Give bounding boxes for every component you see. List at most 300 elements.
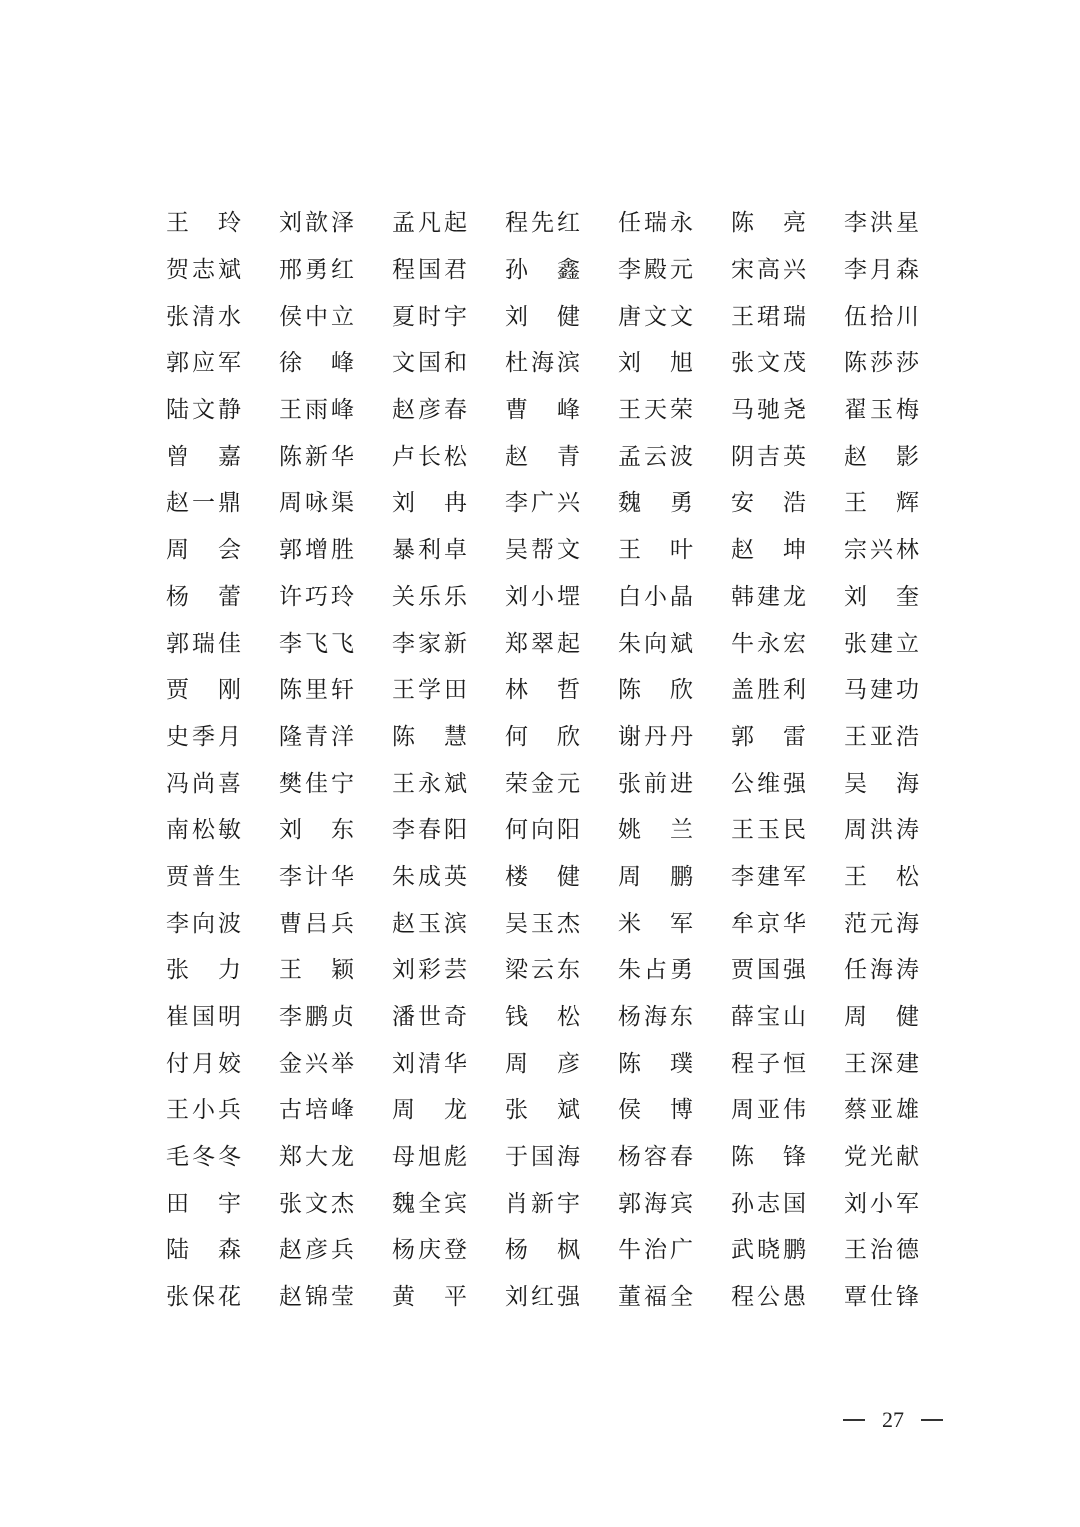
name-cell bbox=[844, 527, 957, 574]
person-name: 何向阳 bbox=[505, 817, 580, 844]
name-cell bbox=[505, 1180, 618, 1227]
name-cell bbox=[844, 994, 957, 1041]
name-cell bbox=[166, 200, 279, 247]
name-cell bbox=[731, 1274, 844, 1321]
person-name: 林 哲 bbox=[505, 677, 580, 704]
name-cell bbox=[166, 1180, 279, 1227]
name-cell bbox=[844, 1227, 957, 1274]
name-cell bbox=[618, 760, 731, 807]
right-dash bbox=[921, 1419, 943, 1421]
name-cell bbox=[731, 714, 844, 761]
name-row bbox=[166, 807, 926, 854]
person-name: 崔国明 bbox=[166, 1004, 241, 1031]
person-name: 董福全 bbox=[618, 1284, 693, 1311]
person-name: 赵 青 bbox=[505, 443, 580, 470]
name-cell bbox=[731, 1134, 844, 1181]
person-name: 牟京华 bbox=[731, 910, 806, 937]
name-cell bbox=[392, 200, 505, 247]
person-name: 刘 奎 bbox=[844, 583, 919, 610]
person-name: 陈新华 bbox=[279, 443, 354, 470]
name-cell bbox=[731, 200, 844, 247]
person-name: 曹吕兵 bbox=[279, 910, 354, 937]
person-name: 李广兴 bbox=[505, 490, 580, 517]
name-cell bbox=[505, 760, 618, 807]
name-cell bbox=[166, 620, 279, 667]
name-row bbox=[166, 387, 926, 434]
person-name: 赵彦兵 bbox=[279, 1237, 354, 1264]
person-name: 薛宝山 bbox=[731, 1004, 806, 1031]
person-name: 姚 兰 bbox=[618, 817, 693, 844]
name-cell bbox=[392, 900, 505, 947]
name-cell bbox=[618, 200, 731, 247]
name-cell bbox=[166, 994, 279, 1041]
name-cell bbox=[392, 340, 505, 387]
name-cell bbox=[392, 667, 505, 714]
person-name: 荣金元 bbox=[505, 770, 580, 797]
person-name: 李洪星 bbox=[844, 210, 919, 237]
person-name: 孙 鑫 bbox=[505, 257, 580, 284]
person-name: 刘 旭 bbox=[618, 350, 693, 377]
name-cell bbox=[279, 1040, 392, 1087]
name-cell bbox=[844, 807, 957, 854]
person-name: 何 欣 bbox=[505, 723, 580, 750]
name-cell bbox=[392, 760, 505, 807]
name-cell bbox=[618, 807, 731, 854]
name-cell bbox=[279, 947, 392, 994]
person-name: 夏时宇 bbox=[392, 303, 467, 330]
name-cell bbox=[731, 807, 844, 854]
name-cell bbox=[618, 527, 731, 574]
person-name: 卢长松 bbox=[392, 443, 467, 470]
name-cell bbox=[844, 714, 957, 761]
name-row bbox=[166, 1180, 926, 1227]
name-cell bbox=[618, 994, 731, 1041]
person-name: 赵 影 bbox=[844, 443, 919, 470]
person-name: 程子恒 bbox=[731, 1050, 806, 1077]
name-cell bbox=[731, 574, 844, 621]
name-cell bbox=[166, 760, 279, 807]
person-name: 邢勇红 bbox=[279, 257, 354, 284]
person-name: 程国君 bbox=[392, 257, 467, 284]
person-name: 韩建龙 bbox=[731, 583, 806, 610]
name-cell bbox=[279, 714, 392, 761]
name-row bbox=[166, 293, 926, 340]
name-cell bbox=[279, 247, 392, 294]
name-cell bbox=[618, 574, 731, 621]
person-name: 樊佳宁 bbox=[279, 770, 354, 797]
name-cell bbox=[618, 947, 731, 994]
name-row bbox=[166, 994, 926, 1041]
person-name: 谢丹丹 bbox=[618, 723, 693, 750]
person-name: 马建功 bbox=[844, 677, 919, 704]
person-name: 刘 东 bbox=[279, 817, 354, 844]
person-name: 王玉民 bbox=[731, 817, 806, 844]
person-name: 陈 璞 bbox=[618, 1050, 693, 1077]
person-name: 张文杰 bbox=[279, 1190, 354, 1217]
name-cell bbox=[618, 340, 731, 387]
name-row bbox=[166, 620, 926, 667]
person-name: 安 浩 bbox=[731, 490, 806, 517]
person-name: 李家新 bbox=[392, 630, 467, 657]
person-name: 母旭彪 bbox=[392, 1144, 467, 1171]
person-name: 郭 雷 bbox=[731, 723, 806, 750]
person-name: 范元海 bbox=[844, 910, 919, 937]
person-name: 张建立 bbox=[844, 630, 919, 657]
name-cell bbox=[505, 1274, 618, 1321]
person-name: 李建军 bbox=[731, 863, 806, 890]
person-name: 赵锦莹 bbox=[279, 1284, 354, 1311]
name-cell bbox=[505, 480, 618, 527]
person-name: 田 宇 bbox=[166, 1190, 241, 1217]
person-name: 陈 欣 bbox=[618, 677, 693, 704]
name-cell bbox=[844, 247, 957, 294]
name-row bbox=[166, 574, 926, 621]
name-cell bbox=[279, 1087, 392, 1134]
name-cell bbox=[844, 1087, 957, 1134]
name-cell bbox=[618, 620, 731, 667]
name-row bbox=[166, 200, 926, 247]
person-name: 郭应军 bbox=[166, 350, 241, 377]
person-name: 张文茂 bbox=[731, 350, 806, 377]
name-cell bbox=[618, 387, 731, 434]
person-name: 孟云波 bbox=[618, 443, 693, 470]
person-name: 李月森 bbox=[844, 257, 919, 284]
person-name: 潘世奇 bbox=[392, 1004, 467, 1031]
name-cell bbox=[731, 667, 844, 714]
name-cell bbox=[844, 340, 957, 387]
name-cell bbox=[618, 1180, 731, 1227]
name-cell bbox=[392, 1180, 505, 1227]
person-name: 盖胜利 bbox=[731, 677, 806, 704]
person-name: 周咏渠 bbox=[279, 490, 354, 517]
person-name: 古培峰 bbox=[279, 1097, 354, 1124]
person-name: 周 会 bbox=[166, 537, 241, 564]
person-name: 王天荣 bbox=[618, 397, 693, 424]
name-cell bbox=[166, 293, 279, 340]
name-cell bbox=[505, 293, 618, 340]
person-name: 宗兴林 bbox=[844, 537, 919, 564]
person-name: 刘歆泽 bbox=[279, 210, 354, 237]
name-cell bbox=[279, 667, 392, 714]
name-cell bbox=[166, 387, 279, 434]
left-dash bbox=[843, 1419, 865, 1421]
person-name: 杜海滨 bbox=[505, 350, 580, 377]
name-cell bbox=[279, 340, 392, 387]
name-cell bbox=[279, 574, 392, 621]
person-name: 周亚伟 bbox=[731, 1097, 806, 1124]
person-name: 刘小堽 bbox=[505, 583, 580, 610]
name-cell bbox=[166, 714, 279, 761]
name-cell bbox=[844, 480, 957, 527]
person-name: 李殿元 bbox=[618, 257, 693, 284]
name-cell bbox=[166, 1087, 279, 1134]
name-cell bbox=[505, 574, 618, 621]
name-cell bbox=[279, 900, 392, 947]
name-cell bbox=[392, 387, 505, 434]
name-row bbox=[166, 433, 926, 480]
name-cell bbox=[844, 1040, 957, 1087]
name-cell bbox=[279, 760, 392, 807]
person-name: 刘 冉 bbox=[392, 490, 467, 517]
person-name: 王雨峰 bbox=[279, 397, 354, 424]
person-name: 王 玲 bbox=[166, 210, 241, 237]
name-cell bbox=[731, 1180, 844, 1227]
person-name: 王小兵 bbox=[166, 1097, 241, 1124]
name-cell bbox=[505, 667, 618, 714]
name-row bbox=[166, 1274, 926, 1321]
name-row bbox=[166, 667, 926, 714]
person-name: 郑大龙 bbox=[279, 1144, 354, 1171]
name-cell bbox=[392, 1087, 505, 1134]
name-cell bbox=[618, 1134, 731, 1181]
person-name: 贺志斌 bbox=[166, 257, 241, 284]
person-name: 翟玉梅 bbox=[844, 397, 919, 424]
name-cell bbox=[505, 1227, 618, 1274]
name-cell bbox=[731, 900, 844, 947]
name-cell bbox=[392, 293, 505, 340]
name-row bbox=[166, 854, 926, 901]
name-cell bbox=[166, 247, 279, 294]
person-name: 贾普生 bbox=[166, 863, 241, 890]
name-cell bbox=[505, 620, 618, 667]
name-cell bbox=[166, 340, 279, 387]
person-name: 阴吉英 bbox=[731, 443, 806, 470]
name-cell bbox=[618, 854, 731, 901]
name-cell bbox=[844, 1134, 957, 1181]
name-cell bbox=[392, 1134, 505, 1181]
person-name: 王 叶 bbox=[618, 537, 693, 564]
name-row bbox=[166, 1227, 926, 1274]
name-cell bbox=[392, 527, 505, 574]
person-name: 曾 嘉 bbox=[166, 443, 241, 470]
person-name: 赵 坤 bbox=[731, 537, 806, 564]
name-cell bbox=[279, 1180, 392, 1227]
person-name: 武晓鹏 bbox=[731, 1237, 806, 1264]
name-cell bbox=[392, 854, 505, 901]
name-cell bbox=[505, 433, 618, 480]
name-cell bbox=[731, 340, 844, 387]
person-name: 张清水 bbox=[166, 303, 241, 330]
name-cell bbox=[731, 480, 844, 527]
name-cell bbox=[844, 854, 957, 901]
name-cell bbox=[618, 433, 731, 480]
person-name: 吴 海 bbox=[844, 770, 919, 797]
name-cell bbox=[731, 620, 844, 667]
person-name: 刘红强 bbox=[505, 1284, 580, 1311]
name-cell bbox=[618, 1087, 731, 1134]
name-cell bbox=[731, 293, 844, 340]
name-cell bbox=[844, 293, 957, 340]
person-name: 李春阳 bbox=[392, 817, 467, 844]
person-name: 刘 健 bbox=[505, 303, 580, 330]
name-cell bbox=[618, 900, 731, 947]
person-name: 程先红 bbox=[505, 210, 580, 237]
page-number: 27 bbox=[882, 1407, 904, 1432]
person-name: 魏全宾 bbox=[392, 1190, 467, 1217]
name-cell bbox=[392, 714, 505, 761]
person-name: 张 斌 bbox=[505, 1097, 580, 1124]
person-name: 楼 健 bbox=[505, 863, 580, 890]
name-cell bbox=[279, 293, 392, 340]
name-cell bbox=[505, 807, 618, 854]
person-name: 郭增胜 bbox=[279, 537, 354, 564]
person-name: 王学田 bbox=[392, 677, 467, 704]
name-cell bbox=[392, 574, 505, 621]
person-name: 赵一鼎 bbox=[166, 490, 241, 517]
name-cell bbox=[731, 433, 844, 480]
person-name: 侯中立 bbox=[279, 303, 354, 330]
name-cell bbox=[392, 247, 505, 294]
name-cell bbox=[731, 854, 844, 901]
name-cell bbox=[505, 1087, 618, 1134]
person-name: 金兴举 bbox=[279, 1050, 354, 1077]
name-cell bbox=[279, 1227, 392, 1274]
name-row bbox=[166, 480, 926, 527]
name-cell bbox=[279, 994, 392, 1041]
name-cell bbox=[505, 340, 618, 387]
person-name: 梁云东 bbox=[505, 957, 580, 984]
person-name: 朱占勇 bbox=[618, 957, 693, 984]
name-cell bbox=[392, 480, 505, 527]
person-name: 程公愚 bbox=[731, 1284, 806, 1311]
person-name: 许巧玲 bbox=[279, 583, 354, 610]
person-name: 刘彩芸 bbox=[392, 957, 467, 984]
person-name: 张保花 bbox=[166, 1284, 241, 1311]
name-cell bbox=[166, 480, 279, 527]
name-cell bbox=[731, 760, 844, 807]
name-cell bbox=[618, 247, 731, 294]
name-cell bbox=[844, 1274, 957, 1321]
name-cell bbox=[618, 667, 731, 714]
person-name: 陈 亮 bbox=[731, 210, 806, 237]
person-name: 党光献 bbox=[844, 1144, 919, 1171]
person-name: 陈莎莎 bbox=[844, 350, 919, 377]
name-cell bbox=[844, 433, 957, 480]
person-name: 杨庆登 bbox=[392, 1237, 467, 1264]
name-cell bbox=[731, 994, 844, 1041]
person-name: 宋高兴 bbox=[731, 257, 806, 284]
person-name: 于国海 bbox=[505, 1144, 580, 1171]
person-name: 周 健 bbox=[844, 1004, 919, 1031]
person-name: 任瑞永 bbox=[618, 210, 693, 237]
person-name: 李鹏贞 bbox=[279, 1004, 354, 1031]
name-cell bbox=[279, 620, 392, 667]
name-cell bbox=[392, 1274, 505, 1321]
name-cell bbox=[505, 527, 618, 574]
name-cell bbox=[392, 807, 505, 854]
name-cell bbox=[505, 714, 618, 761]
person-name: 贾 刚 bbox=[166, 677, 241, 704]
person-name: 白小晶 bbox=[618, 583, 693, 610]
person-name: 赵玉滨 bbox=[392, 910, 467, 937]
person-name: 周洪涛 bbox=[844, 817, 919, 844]
name-cell bbox=[392, 1227, 505, 1274]
person-name: 伍拾川 bbox=[844, 303, 919, 330]
person-name: 郑翠起 bbox=[505, 630, 580, 657]
name-cell bbox=[844, 760, 957, 807]
person-name: 曹 峰 bbox=[505, 397, 580, 424]
name-cell bbox=[279, 807, 392, 854]
name-row bbox=[166, 247, 926, 294]
name-cell bbox=[505, 900, 618, 947]
name-cell bbox=[279, 527, 392, 574]
page-footer bbox=[843, 1405, 943, 1435]
person-name: 王 辉 bbox=[844, 490, 919, 517]
name-row bbox=[166, 527, 926, 574]
name-cell bbox=[505, 387, 618, 434]
person-name: 魏 勇 bbox=[618, 490, 693, 517]
name-cell bbox=[166, 527, 279, 574]
person-name: 王治德 bbox=[844, 1237, 919, 1264]
person-name: 杨海东 bbox=[618, 1004, 693, 1031]
name-cell bbox=[731, 1227, 844, 1274]
name-cell bbox=[844, 947, 957, 994]
name-cell bbox=[392, 947, 505, 994]
name-cell bbox=[166, 900, 279, 947]
person-name: 关乐乐 bbox=[392, 583, 467, 610]
name-cell bbox=[505, 247, 618, 294]
name-cell bbox=[731, 247, 844, 294]
name-cell bbox=[166, 807, 279, 854]
person-name: 王 颖 bbox=[279, 957, 354, 984]
person-name: 黄 平 bbox=[392, 1284, 467, 1311]
name-cell bbox=[618, 714, 731, 761]
person-name: 唐文文 bbox=[618, 303, 693, 330]
name-row bbox=[166, 1040, 926, 1087]
person-name: 杨容春 bbox=[618, 1144, 693, 1171]
person-name: 王珺瑞 bbox=[731, 303, 806, 330]
person-name: 史季月 bbox=[166, 723, 241, 750]
person-name: 吴帮文 bbox=[505, 537, 580, 564]
person-name: 孟凡起 bbox=[392, 210, 467, 237]
name-cell bbox=[392, 994, 505, 1041]
person-name: 李计华 bbox=[279, 863, 354, 890]
person-name: 牛永宏 bbox=[731, 630, 806, 657]
person-name: 吴玉杰 bbox=[505, 910, 580, 937]
name-cell bbox=[844, 620, 957, 667]
name-cell bbox=[505, 947, 618, 994]
person-name: 南松敏 bbox=[166, 817, 241, 844]
person-name: 周 鹏 bbox=[618, 863, 693, 890]
name-cell bbox=[166, 1134, 279, 1181]
person-name: 郭海宾 bbox=[618, 1190, 693, 1217]
name-cell bbox=[392, 433, 505, 480]
person-name: 公维强 bbox=[731, 770, 806, 797]
person-name: 王 松 bbox=[844, 863, 919, 890]
name-cell bbox=[505, 994, 618, 1041]
name-cell bbox=[392, 620, 505, 667]
person-name: 钱 松 bbox=[505, 1004, 580, 1031]
name-cell bbox=[166, 574, 279, 621]
name-cell bbox=[844, 387, 957, 434]
name-cell bbox=[618, 1227, 731, 1274]
person-name: 杨 蕾 bbox=[166, 583, 241, 610]
person-name: 周 彦 bbox=[505, 1050, 580, 1077]
name-cell bbox=[279, 1134, 392, 1181]
person-name: 张 力 bbox=[166, 957, 241, 984]
name-cell bbox=[618, 1274, 731, 1321]
name-cell bbox=[279, 387, 392, 434]
name-cell bbox=[166, 1274, 279, 1321]
name-cell bbox=[166, 854, 279, 901]
name-cell bbox=[731, 527, 844, 574]
person-name: 付月姣 bbox=[166, 1050, 241, 1077]
person-name: 隆青洋 bbox=[279, 723, 354, 750]
person-name: 暴利卓 bbox=[392, 537, 467, 564]
name-cell bbox=[279, 200, 392, 247]
person-name: 毛冬冬 bbox=[166, 1144, 241, 1171]
person-name: 刘小军 bbox=[844, 1190, 919, 1217]
